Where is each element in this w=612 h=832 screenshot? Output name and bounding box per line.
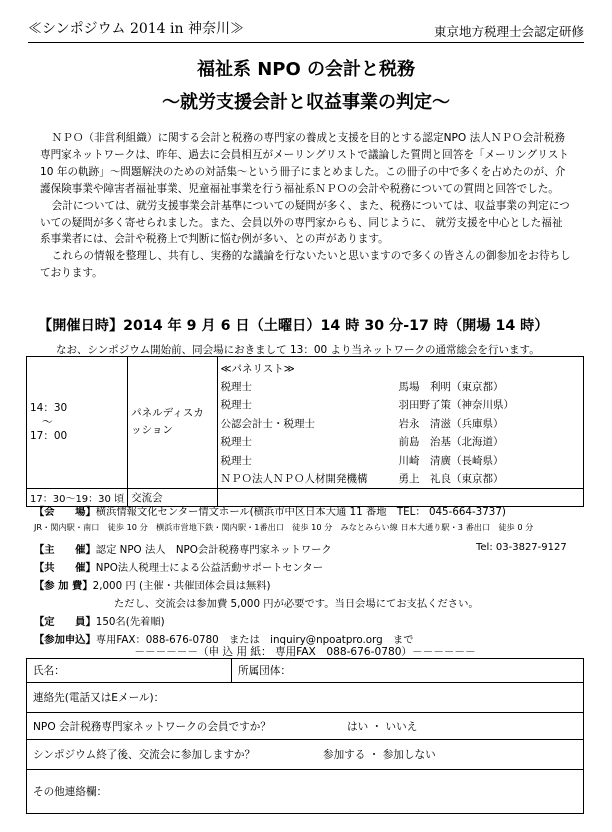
- application-form: [26, 658, 584, 814]
- header: [28, 8, 584, 42]
- panelist-row: [221, 451, 581, 469]
- party-answer-options[interactable]: 参加する ・ 参加しない: [323, 749, 436, 761]
- other-field[interactable]: [27, 770, 583, 813]
- panelist-row: [221, 433, 581, 451]
- host-tel: Tel: 03-3827-9127: [476, 542, 567, 553]
- host-label: 【主 催】: [34, 544, 96, 556]
- capacity-value: 150名(先着順): [95, 616, 165, 628]
- cohost-value: NPO法人税理士による公益活動サポートセンター: [95, 562, 324, 574]
- fee-value: 2,000 円 (主催・共催団体会員は無料): [92, 580, 271, 592]
- panel-time-separator: ～: [42, 416, 53, 429]
- intro-paragraph-3: これらの情報を整理し、共有し、実務的な議論を行ないたいと思いますので多くの皆さんの御参加をお待ちしております。: [40, 250, 571, 280]
- event-note: なお、シンポジウム開始前、同会場におきまして 13：00 より当ネットワークの通常総会を行います。: [56, 344, 540, 356]
- org-label: 所属団体：: [238, 665, 291, 677]
- panelist-name: 馬場 利明（東京都）: [398, 381, 504, 394]
- venue-value: 横浜情報文化センター情文ホール(横浜市中区日本大通 11 番地 TEL： 045-664-3737): [95, 506, 506, 518]
- venue-line: [34, 503, 506, 518]
- host-line: [34, 541, 332, 556]
- fee-line: [34, 577, 271, 592]
- program-table: [26, 356, 584, 507]
- header-divider: [28, 42, 584, 43]
- org-field[interactable]: [232, 659, 583, 682]
- apply-label: 【参加申込】: [34, 634, 96, 646]
- panelists-cell: [217, 357, 584, 489]
- panelist-name: 川崎 清廣（長崎県）: [398, 454, 504, 467]
- contact-label: 連絡先(電話又はEメール)：: [33, 692, 165, 704]
- host-value: 認定 NPO 法人 NPO会計税務専門家ネットワーク: [95, 544, 332, 556]
- capacity-label: 【定 員】: [34, 616, 96, 628]
- form-row-party: [27, 740, 583, 770]
- form-row-contact: [27, 683, 583, 713]
- panelist-row: [221, 377, 581, 395]
- intro-paragraph-1: ＮＰＯ（非営利組織）に関する会計と税務の専門家の養成と支援を目的とする認定NPO 法人ＮＰＯ会計税務専門家ネットワークは、昨年、過去に会員相互がメーリングリストで議論した質問と回答を「メーリングリスト 10 年の軌跡」～問題解決のための対話集～という冊子にまとめました。この冊子の中で多くを占めたのが、介護保険事業や障害者福祉事業、児童福祉事業を行う福祉系ＮＰＯの会計や税務についての質問と回答でした。: [40, 132, 569, 195]
- access-line: JR・関内駅・南口 徒歩 10 分 横浜市営地下鉄・関内駅・1番出口 徒歩 10 分 みなとみらい線 日本大通り駅・3 番出口 徒歩 0 分: [34, 522, 534, 532]
- contact-field[interactable]: [27, 683, 583, 712]
- panel-time-cell: [27, 357, 128, 489]
- name-field[interactable]: [27, 659, 232, 682]
- member-answer-options[interactable]: はい ・ いいえ: [347, 720, 418, 733]
- panelist-row: [221, 396, 581, 414]
- page-subtitle: ～就労支援会計と収益事業の判定～: [162, 92, 450, 113]
- form-row-member: [27, 713, 583, 740]
- form-separator: －－－－－－（申 込 用 紙： 専用FAX 088-676-0780）－－－－－－: [134, 646, 476, 658]
- header-certification: 東京地方税理士会認定研修: [433, 24, 584, 39]
- panelist-role: 税理士: [220, 399, 252, 412]
- page-title: 福祉系 NPO の会計と税務: [196, 59, 416, 80]
- panelist-row: [221, 469, 581, 487]
- apply-value: 専用FAX：088-676-0780 または inquiry@npoatpro.org まで: [95, 634, 414, 646]
- party-time: 17：30～19：30 頃: [27, 488, 128, 506]
- intro-text: [40, 130, 572, 282]
- name-label: 氏名：: [33, 665, 65, 677]
- other-label: その他連絡欄：: [33, 786, 108, 798]
- party-question: シンポジウム終了後、交流会に参加しますか？: [33, 749, 256, 761]
- form-row-name: [27, 659, 583, 683]
- panel-title-cell: [128, 357, 217, 489]
- header-event-series: ≪シンポジウム 2014 in 神奈川≫: [28, 21, 244, 37]
- panel-title: パネルディスカッション: [131, 407, 204, 437]
- cohost-line: [34, 559, 323, 574]
- panelist-role: 公認会計士・税理士: [220, 417, 315, 430]
- panelist-name: 羽田野了策（神奈川県）: [398, 399, 514, 412]
- cohost-label: 【共 催】: [34, 562, 96, 574]
- member-question: NPO 会計税務専門家ネットワークの会員ですか？: [33, 720, 271, 733]
- event-date: 【開催日時】2014 年 9 月 6 日（土曜日）14 時 30 分-17 時（開場 14 時）: [38, 318, 549, 334]
- venue-label: 【会 場】: [34, 506, 96, 518]
- party-title: 交流会: [128, 488, 217, 506]
- panelist-name: 勇上 礼良（東京都）: [398, 473, 504, 486]
- intro-paragraph-2: 会計については、就労支援事業会計基準についての疑問が多く、また、税務については、収益事業の判定についての疑問が多く寄せられました。また、会員以外の専門家からも、同じように、 就労支援を中心とした福祉系事業者には、会計や税務上で判断に悩む例が多い、との声があります。: [40, 199, 570, 246]
- panelist-role: 税理士: [220, 454, 252, 467]
- panelist-role: 税理士: [220, 436, 252, 449]
- panel-time-end: 17：00: [30, 430, 68, 443]
- panelist-name: 岩永 清滋（兵庫県）: [398, 417, 504, 430]
- panelist-role: ＮＰＯ法人ＮＰＯ人材開発機構: [220, 473, 368, 486]
- fee-label: 【参 加 費】: [34, 580, 93, 592]
- panelist-name: 前島 治基（北海道）: [398, 436, 504, 449]
- panelist-row: [221, 414, 581, 432]
- panelists-heading: ≪パネリスト≫: [220, 362, 295, 375]
- panelist-role: 税理士: [220, 381, 252, 394]
- program-row-panel: [27, 357, 584, 489]
- panel-time-start: 14：30: [30, 402, 68, 415]
- form-row-other: [27, 770, 583, 813]
- fee-note: ただし、交流会は参加費 5,000 円が必要です。当日会場にてお支払ください。: [114, 598, 479, 610]
- capacity-line: [34, 613, 165, 628]
